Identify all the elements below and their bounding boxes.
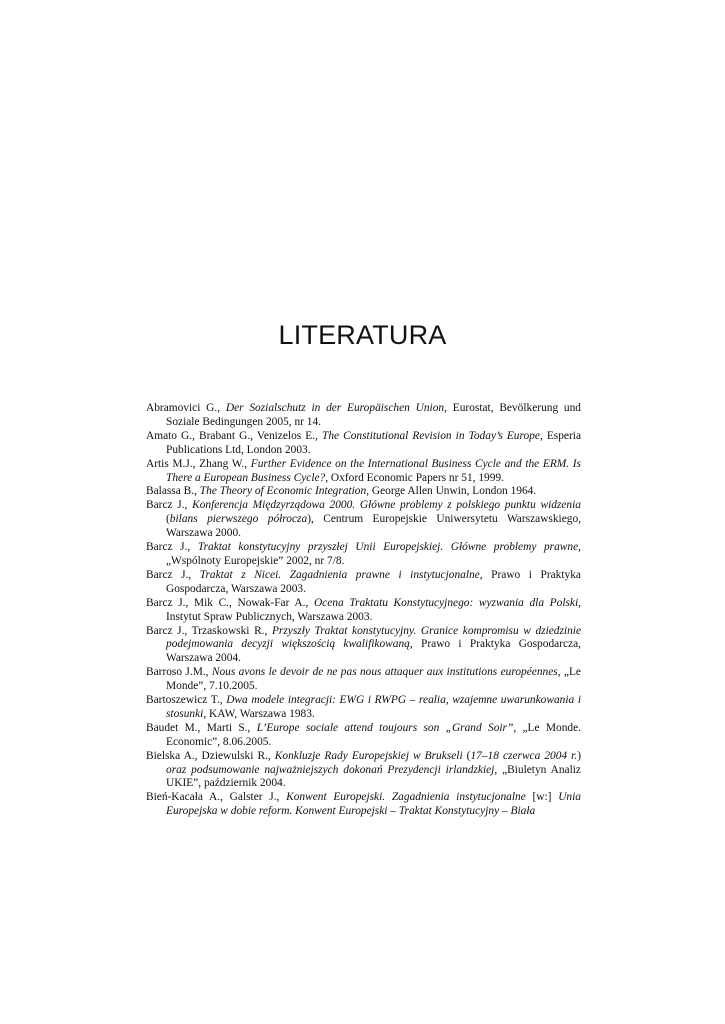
bibliography-entry [146,485,581,499]
entry-title-italic: Traktat konstytucyjny przyszłej Unii Europejskiej. Główne problemy prawne [197,541,579,554]
bibliography-entry [146,541,581,569]
entry-text: Barroso J.M., [146,666,212,679]
bibliography-entry [146,694,581,722]
bibliography-entry [146,499,581,541]
entry-title-italic: The Constitutional Revision in Today’s Europe [321,429,540,442]
entry-text: , „Biuletyn Analiz UKIE”, październik 2004. [166,763,581,790]
entry-text: Balassa B., [146,485,200,498]
entry-title-italic: Konkluzje Rady Europejskiej w Brukseli [274,749,463,762]
entry-text: Barcz J., Mik C., Nowak-Far A., [146,596,314,609]
page-title: LITERATURA [278,320,447,350]
entry-title-italic: Przyszły Traktat konstytucyjny. Granice kompromisu w dziedzinie podejmowania decyzji większością kwalifikowaną [166,624,582,651]
entry-title-italic: Unia Europejska w dobie reform. Konwent Europejski – Traktat Konstytucyjny – Biała [166,791,581,818]
entry-text: Baudet M., Marti S., [146,721,257,734]
entry-text: Amato G., Brabant G., Venizelos E., [146,429,322,442]
entry-text: ( [462,749,471,762]
entry-text: [w:] [525,791,559,804]
entry-text: Bień-Kacała A., Galster J., [146,791,287,804]
bibliography-entry [146,722,581,750]
entry-title-italic: Konwent Europejski. Zagadnienia instytucjonalne [286,791,526,804]
entry-title-italic: Konferencja Międzyrządowa 2000. Główne problemy z polskiego punktu widzenia [192,499,581,512]
entry-text: , „Wspólnoty Europejskie” 2002, nr 7/8. [166,541,581,567]
entry-text: Barcz J., Trzaskowski R., [146,624,272,637]
entry-title-italic: L’Europe sociale attend toujours son „Grand Soir” [256,721,514,734]
bibliography-entry [146,430,581,458]
entry-title-italic: Dwa modele integracji: EWG i RWPG – realia, wzajemne uwarunkowania i stosunki [166,694,581,720]
bibliography-entry [146,458,581,486]
entry-title-italic: oraz podsumowanie najważniejszych dokonań Prezydencji irlandzkiej [166,763,495,776]
bibliography-entry [146,402,581,430]
bibliography-entry [146,569,581,597]
bibliography-list [146,402,581,819]
entry-text: Artis M.J., Zhang W., [146,457,251,470]
entry-title-italic: Ocena Traktatu Konstytucyjnego: wyzwania dla Polski [313,596,579,609]
entry-text: , Instytut Spraw Publicznych, Warszawa 2003. [166,596,581,623]
bibliography-entry [146,666,581,694]
bibliography-entry [146,750,581,792]
entry-text: , George Allen Unwin, London 1964. [366,485,537,498]
entry-text: , „Le Monde. Economic”, 8.06.2005. [166,721,581,748]
entry-text: , Esperia Publications Ltd, London 2003. [166,429,581,456]
entry-text: , Prawo i Praktyka Gospodarcza, Warszawa 2004. [166,638,582,665]
entry-title-italic: Traktat z Nicei. Zagadnienia prawne i instytucjonalne [199,568,480,581]
entry-title-italic: 17–18 czerwca 2004 r. [470,749,578,762]
entry-title-italic: Further Evidence on the International Business Cycle and the ERM. Is There a European Business Cycle? [166,457,581,484]
entry-text: Bielska A., Dziewulski R., [146,749,275,762]
bibliography-entry [146,791,581,819]
entry-text: Bartoszewicz T., [146,694,227,707]
entry-text: , Prawo i Praktyka Gospodarcza, Warszawa 2003. [166,568,581,595]
bibliography-entry [146,597,581,625]
entry-text: Barcz J., [146,541,198,554]
entry-text: , Oxford Economic Papers nr 51, 1999. [325,471,504,484]
entry-text: ), Centrum Europejskie Uniwersytetu Warszawskiego, Warszawa 2000. [166,513,582,540]
entry-text: , „Le Monde”, 7.10.2005. [166,666,581,693]
entry-title-italic: bilans pierwszego półrocza [169,513,308,526]
entry-text: Barcz J., [146,499,193,512]
entry-text: ) [577,749,581,762]
entry-title-italic: Der Sozialschutz in der Europäischen Union [225,402,445,414]
entry-title-italic: The Theory of Economic Integration [199,485,367,498]
entry-title-italic: Nous avons le devoir de ne pas nous attaquer aux institutions européennes [211,666,558,679]
entry-text: Barcz J., [146,568,200,581]
bibliography-entry [146,625,581,667]
entry-text: Abramovici G., [146,402,226,414]
entry-text: ( [166,513,170,526]
entry-text: , Eurostat, Bevölkerung und Soziale Bedingungen 2005, nr 14. [166,402,582,428]
entry-text: , KAW, Warszawa 1983. [203,707,315,720]
